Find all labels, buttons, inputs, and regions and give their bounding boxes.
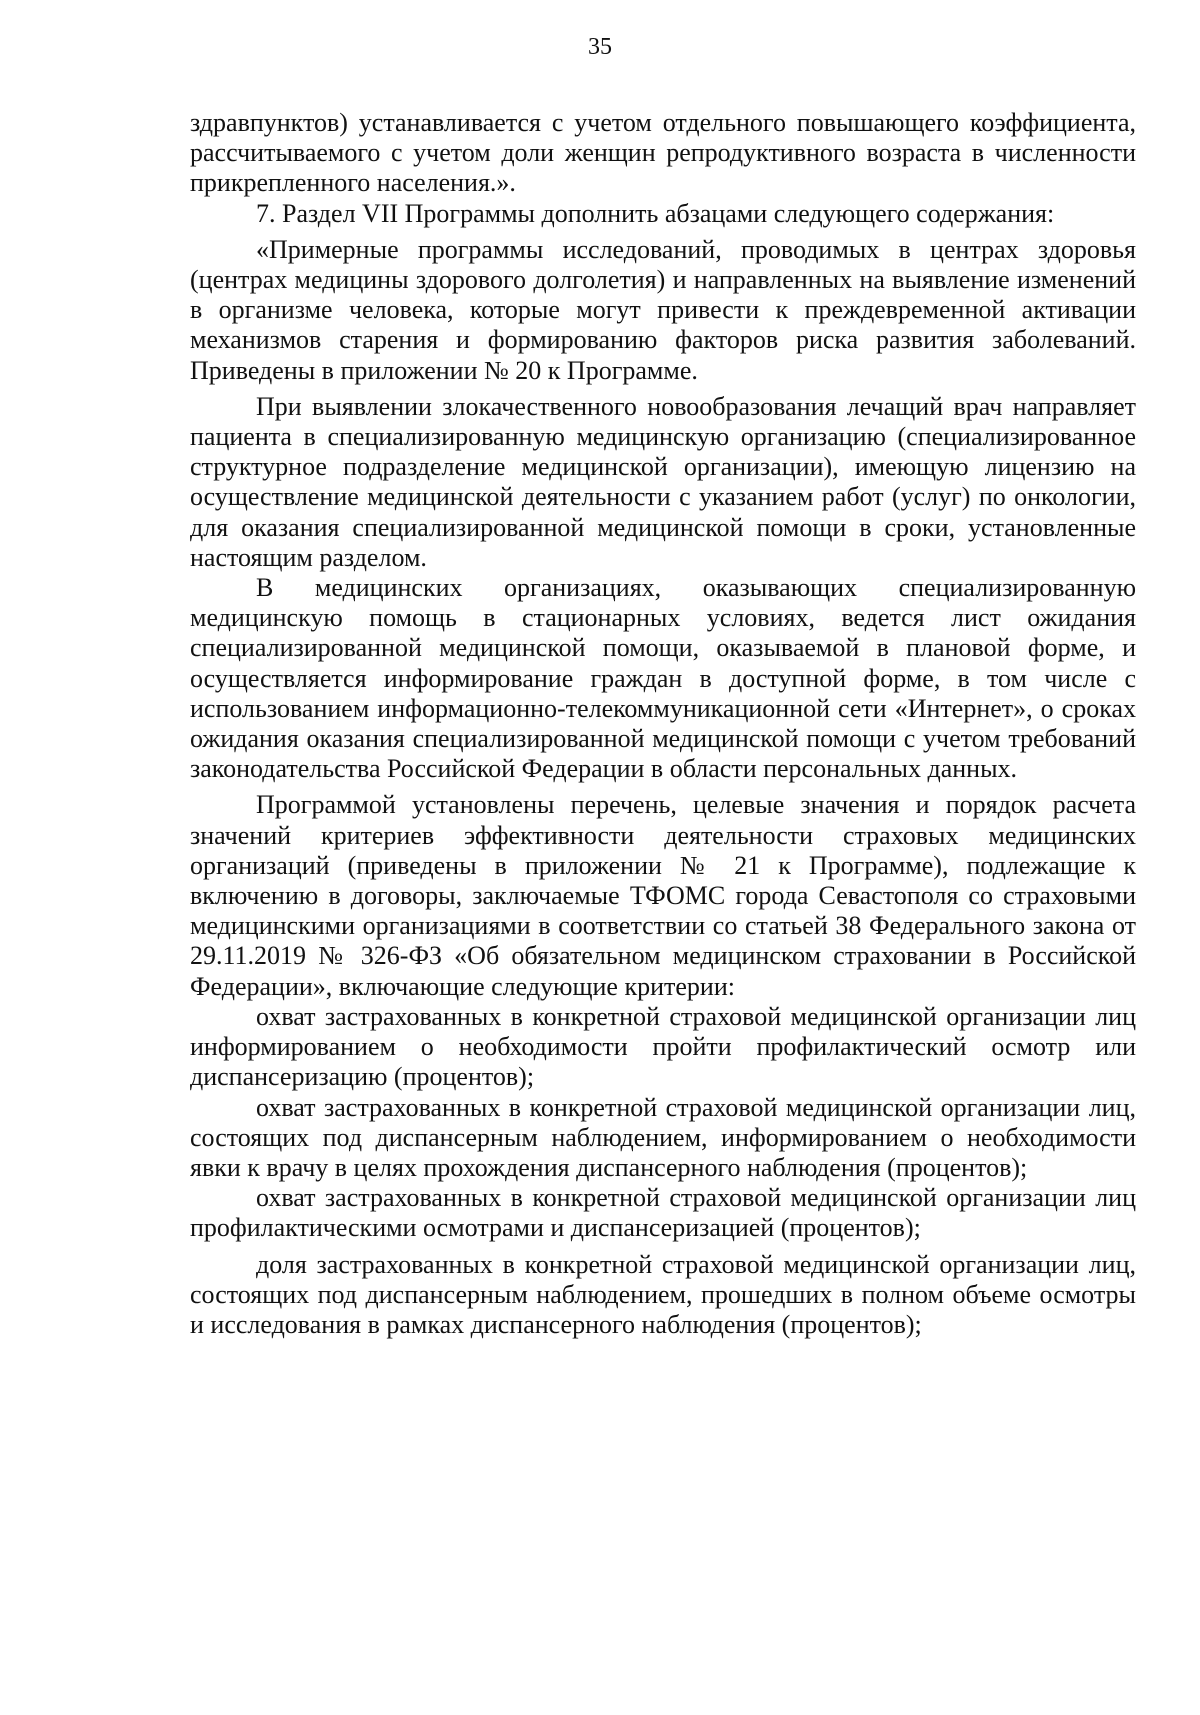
paragraph-section-amendment: 7. Раздел VII Программы дополнить абзацами следующего содержания: bbox=[256, 198, 1055, 228]
paragraph-criteria-intro: Программой установлены перечень, целевые значения и порядок расчета значений критериев эффективности деятельности страховых медицинских организаций (приведены в приложении № 21 к Программе), подлежащие к включению в договоры, заключаемые ТФОМС города Севастополя со страховыми медицинскими организациями в соответствии со статьей 38 Федерального закона от 29.11.2019 № 326-ФЗ «Об обязательном медицинском страховании в Российской Федерации», включающие следующие критерии: bbox=[190, 790, 1136, 1001]
paragraph-criterion-3: охват застрахованных в конкретной страховой медицинской организации лиц профилактическими осмотрами и диспансеризацией (процентов); bbox=[190, 1183, 1136, 1243]
paragraph-health-centers: «Примерные программы исследований, проводимых в центрах здоровья (центрах медицины здорового долголетия) и направленных на выявление изменений в организме человека, которые могут привести к преждевременной активации механизмов старения и формированию факторов риска развития заболеваний. Приведены в приложении № 20 к Программе. bbox=[190, 234, 1136, 385]
paragraph-waiting-list: В медицинских организациях, оказывающих специализированную медицинскую помощь в стационарных условиях, ведется лист ожидания специализированной медицинской помощи, оказываемой в плановой форме, и осуществляется информирование граждан в доступной форме, в том числе с использованием информационно-телекоммуникационной сети «Интернет», о сроках ожидания оказания специализированной медицинской помощи с учетом требований законодательства Российской Федерации в области персональных данных. bbox=[190, 573, 1136, 784]
paragraph-criterion-4: доля застрахованных в конкретной страховой медицинской организации лиц, состоящих под диспансерным наблюдением, прошедших в полном объеме осмотры и исследования в рамках диспансерного наблюдения (процентов); bbox=[190, 1249, 1136, 1339]
paragraph-oncology: При выявлении злокачественного новообразования лечащий врач направляет пациента в специализированную медицинскую организацию (специализированное структурное подразделение медицинской организации), имеющую лицензию на осуществление медицинской деятельности с указанием работ (услуг) по онкологии, для оказания специализированной медицинской помощи в сроки, установленные настоящим разделом. bbox=[190, 391, 1136, 572]
paragraph-continuation: здравпунктов) устанавливается с учетом отдельного повышающего коэффициента, рассчитываемого с учетом доли женщин репродуктивного возраста в численности прикрепленного населения.». bbox=[190, 108, 1136, 198]
page-number: 35 bbox=[588, 34, 612, 60]
document-body bbox=[190, 108, 1136, 1340]
paragraph-criterion-2: охват застрахованных в конкретной страховой медицинской организации лиц, состоящих под диспансерным наблюдением, информированием о необходимости явки к врачу в целях прохождения диспансерного наблюдения (процентов); bbox=[190, 1092, 1136, 1182]
paragraph-criterion-1: охват застрахованных в конкретной страховой медицинской организации лиц информированием о необходимости пройти профилактический осмотр или диспансеризацию (процентов); bbox=[190, 1001, 1136, 1092]
